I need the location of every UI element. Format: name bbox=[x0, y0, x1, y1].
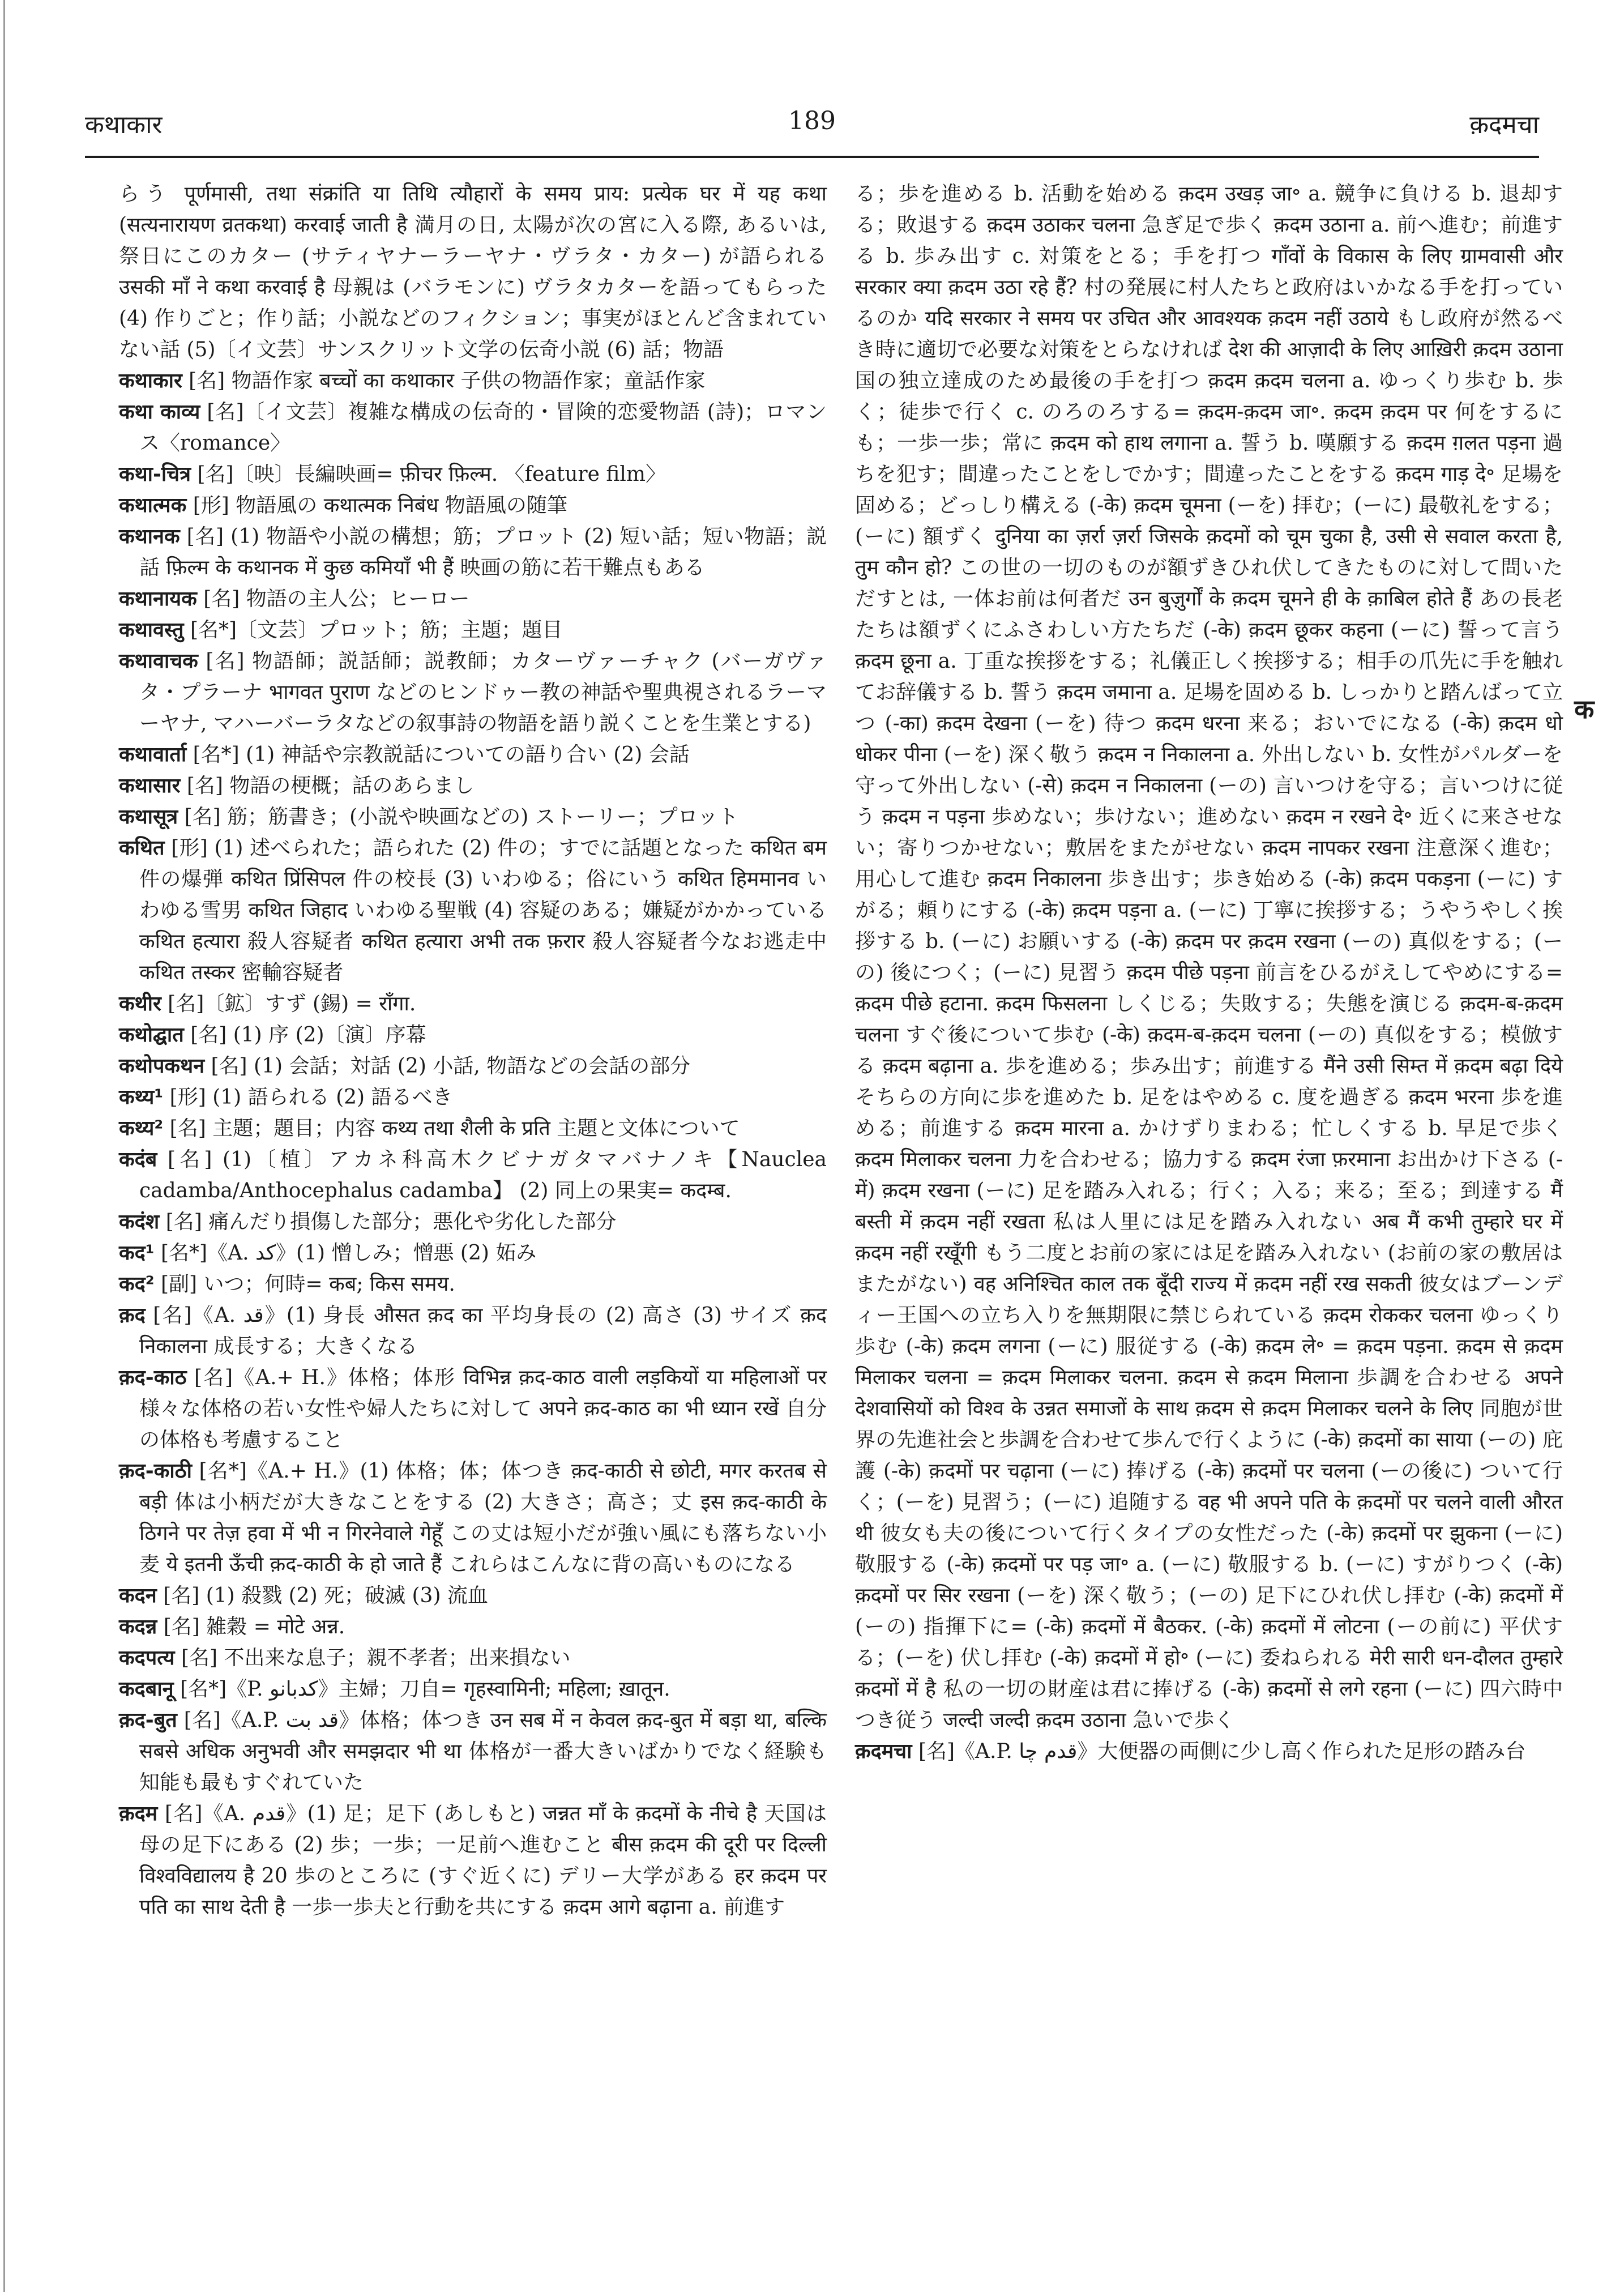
entry-definition: [名] (1) 序 (2)〔演〕序幕 bbox=[190, 1023, 426, 1047]
header-left-guide-word: कथाकार bbox=[85, 110, 163, 139]
dictionary-entry bbox=[119, 1144, 827, 1206]
entry-headword: कथावार्ता bbox=[119, 743, 187, 766]
entry-definition: [名*]《A.+ H.》(1) 体格；体；体つき क़द-काठी से छोटी, मगर करतब से बड़ी 体は小柄だが大きなことをする (2) 大きさ；高さ；丈 इस क़द-काठी के ठिगने पर तेज़ हवा में भी न गिरनेवाले गेहूँ この丈は短小だが強い風にも落ちない小麦 ये इतनी ऊँची क़द-काठी के हो जाते हैं これらはこんなに背の高いものになる bbox=[139, 1459, 827, 1576]
dictionary-entry bbox=[119, 770, 827, 801]
entry-headword: कथोपकथन bbox=[119, 1055, 205, 1078]
dictionary-entry bbox=[119, 1237, 827, 1269]
dictionary-entry bbox=[119, 396, 827, 459]
entry-headword: कथानायक bbox=[119, 587, 197, 611]
entry-headword: कथात्मक bbox=[119, 494, 187, 517]
entry-definition: [形] (1) 語られる (2) 語るべき bbox=[169, 1086, 453, 1109]
entry-definition: [名]《A. قدم》(1) 足；足下 (あしもと) जन्नत माँ के क़दमों के नीचे है 天国は母の足下にある (2) 歩；一歩；一足前へ進むこと बीस क़दम की दूरी पर दिल्ली विश्वविद्यालय है 20 歩のところに (すぐ近くに) デリー大学がある हर क़दम पर पति का साथ देती है 一歩一歩夫と行動を共にする क़दम आगे बढ़ाना a. 前進す bbox=[139, 1802, 827, 1919]
entry-definition: [副] いつ；何時= कब; किस समय. bbox=[161, 1273, 455, 1296]
entry-headword: कद² bbox=[119, 1273, 155, 1296]
page-number: 189 bbox=[788, 106, 836, 135]
dictionary-entry bbox=[855, 1736, 1563, 1767]
dictionary-entry bbox=[119, 521, 827, 583]
entry-headword: कदंश bbox=[119, 1210, 160, 1234]
entry-definition: [名] 雑穀 = मोटे अन्न. bbox=[163, 1615, 345, 1638]
entry-definition: [名] 不出来な息子；親不孝者；出来損ない bbox=[181, 1646, 571, 1670]
dictionary-entry bbox=[119, 801, 827, 833]
dictionary-entry bbox=[119, 739, 827, 770]
dictionary-entry bbox=[119, 178, 827, 365]
entry-definition: [名]《A. قد》(1) 身長 औसत क़द का 平均身長の (2) 高さ (3) サイズ क़द निकालना 成長する；大きくなる bbox=[139, 1304, 827, 1358]
entry-definition: [名] 物語の梗概；話のあらまし bbox=[186, 774, 475, 797]
entry-definition: [名] 筋；筋書き；(小説や映画などの) ストーリー；プロット bbox=[184, 805, 738, 829]
entry-headword: कदन्न bbox=[119, 1615, 157, 1638]
entry-definition: [名]〔鉱〕すず (錫) = राँगा. bbox=[168, 992, 416, 1015]
entry-definition: [名*]〔文芸〕プロット；筋；主題；題目 bbox=[190, 618, 563, 642]
thumb-index-letter: क bbox=[1574, 694, 1595, 724]
entry-definition: [名]《A.P. قدم چا》大便器の両側に少し高く作られた足形の踏み台 bbox=[918, 1740, 1526, 1763]
entry-headword: कद¹ bbox=[119, 1241, 155, 1265]
page-header bbox=[85, 106, 1539, 146]
entry-headword: कथोद्घात bbox=[119, 1023, 184, 1047]
left-column bbox=[119, 178, 827, 1923]
entry-headword: कदपत्य bbox=[119, 1646, 175, 1670]
entry-headword: कथावस्तु bbox=[119, 618, 184, 642]
entry-definition: [名*]《A. کد》(1) 憎しみ；憎悪 (2) 妬み bbox=[161, 1241, 537, 1265]
dictionary-entry bbox=[119, 1300, 827, 1362]
entry-definition: [名*] (1) 神話や宗教説話についての語り合い (2) 会話 bbox=[193, 743, 690, 766]
page-edge-line bbox=[3, 0, 5, 2292]
dictionary-entry bbox=[119, 1674, 827, 1705]
entry-headword: कथा-चित्र bbox=[119, 463, 191, 486]
dictionary-entry bbox=[119, 490, 827, 521]
entry-definition: [名] (1) 物語や小説の構想；筋；プロット (2) 短い話；短い物語；説話 फ़िल्म के कथानक में कुछ कमियाँ भी हैं 映画の筋に若干難点もある bbox=[139, 525, 827, 579]
entry-definition: [名] 物語作家 बच्चों का कथाकार 子供の物語作家；童話作家 bbox=[189, 369, 706, 392]
entry-headword: क़दमचा bbox=[855, 1740, 912, 1763]
entry-definition: る；歩を進める b. 活動を始める क़दम उखड़ जा॰ a. 競争に負ける b. 退却する；敗退する क़दम उठाकर चलना 急ぎ足で歩く क़दम उठाना a. 前へ進む；前進する b. 歩み出す c. 対策をとる；手を打つ गाँवों के विकास के लिए ग्रामवासी और सरकार क्या क़दम उठा रहे हैं? 村の発展に村人たちと政府はいかなる手を打っているのか यदि सरकार ने समय पर उचित और आवश्यक क़दम नहीं उठाये もし政府が然るべき時に適切で必要な対策をとらなければ देश की आज़ादी के लिए आख़िरी क़दम उठाना 国の独立達成のため最後の手を打つ क़दम क़दम चलना a. ゆっくり歩む b. 歩く；徒歩で行く c. のろのろする= क़दम-क़दम जा॰. क़दम क़दम पर 何をするにも；一歩一歩；常に क़दम को हाथ लगाना a. 誓う b. 嘆願する क़दम ग़लत पड़ना 過ちを犯す；間違ったことをしでかす；間違ったことをする क़दम गाड़ दे॰ 足場を固める；どっしり構える (-के) क़दम चूमना (ーを) 拝む；(ーに) 最敬礼をする；(ーに) 額ずく दुनिया का ज़र्रा ज़र्रा जिसके क़दमों को चूम चुका है, उसी से सवाल करता है, तुम कौन हो? この世の一切のものが額ずきひれ伏してきたものに対して問いただすとは, 一体お前は何者だ उन बुज़ुर्गों के क़दम चूमने ही के क़ाबिल होते हैं あの長老たちは額ずくにふさわしい方たちだ (-के) क़दम छूकर कहना (ーに) 誓って言う क़दम छूना a. 丁重な挨拶をする；礼儀正しく挨拶する；相手の爪先に手を触れてお辞儀する b. 誓う क़दम जमाना a. 足場を固める b. しっかりと踏んばって立つ (-का) क़दम देखना (ーを) 待つ क़दम धरना 来る；おいでになる (-के) क़दम धो धोकर पीना (ーを) 深く敬う क़दम न निकालना a. 外出しない b. 女性がパルダーを守って外出しない (-से) क़दम न निकालना (ーの) 言いつけを守る；言いつけに従う क़दम न पड़ना 歩めない；歩けない；進めない क़दम न रखने दे॰ 近くに来させない；寄りつかせない；敷居をまたがせない क़दम नापकर रखना 注意深く進む；用心して進む क़दम निकालना 歩き出す；歩き始める (-के) क़दम पकड़ना (ーに) すがる；頼りにする (-के) क़दम पड़ना a. (ーに) 丁寧に挨拶する；うやうやしく挨拶する b. (ーに) お願いする (-के) क़दम पर क़दम रखना (ーの) 真似をする；(ーの) 後につく；(ーに) 見習う क़दम पीछे पड़ना 前言をひるがえしてやめにする= क़दम पीछे हटाना. क़दम फिसलना しくじる；失敗する；失態を演じる क़दम-ब-क़दम चलना すぐ後について歩む (-के) क़दम-ब-क़दम चलना (ーの) 真似をする；模倣する क़दम बढ़ाना a. 歩を進める；歩み出す；前進する मैंने उसी सिम्त में क़दम बढ़ा दिये そちらの方向に歩を進めた b. 足をはやめる c. 度を過ぎる क़दम भरना 歩を進める；前進する क़दम मारना a. かけずりまわる；忙しくする b. 早足で歩く क़दम मिलाकर चलना 力を合わせる；協力する क़दम रंजा फ़रमाना お出かけ下さる (- में) क़दम रखना (ーに) 足を踏み入れる；行く；入る；来る；至る；到達する मैं बस्ती में क़दम नहीं रखता 私は人里には足を踏み入れない अब मैं कभी तुम्हारे घर में क़दम नहीं रखूँगी もう二度とお前の家には足を踏み入れない (お前の家の敷居はまたがない) वह अनिश्चित काल तक बूँदी राज्य में क़दम नहीं रख सकती 彼女はブーンディー王国への立ち入りを無期限に禁じられている क़दम रोककर चलना ゆっくり歩む (-के) क़दम लगना (ーに) 服従する (-के) क़दम ले॰ = क़दम पड़ना. क़दम से क़दम मिलाकर चलना = क़दम मिलाकर चलना. क़दम से क़दम मिलाना 歩調を合わせる अपने देशवासियों को विश्व के उन्नत समाजों के साथ क़दम से क़दम मिलाकर चलने के लिए 同胞が世界の先進社会と歩調を合わせて歩んで行くように (-के) क़दमों का साया (ーの) 庇護 (-के) क़दमों पर चढ़ाना (ーに) 捧げる (-के) क़दमों पर चलना (ーの後に) ついて行く；(ーを) 見習う；(ーに) 追随する वह भी अपने पति के क़दमों पर चलने वाली औरत थी 彼女も夫の後について行くタイプの女性だった (-के) क़दमों पर झुकना (ーに) 敬服する (-के) क़दमों पर पड़ जा॰ a. (ーに) 敬服する b. (ーに) すがりつく (-के) क़दमों पर सिर रखना (ーを) 深く敬う；(ーの) 足下にひれ伏し拝む (-के) क़दमों में (ーの) 指揮下に= (-के) क़दमों में बैठकर. (-के) क़दमों में लोटना (ーの前に) 平伏する；(ーを) 伏し拝む (-के) क़दमों में हो॰ (ーに) 委ねられる मेरी सारी धन-दौलत तुम्हारे क़दमों में है 私の一切の財産は君に捧げる (-के) क़दमों से लगे रहना (ーに) 四六時中つき従う जल्दी जल्दी क़दम उठाना 急いで歩く bbox=[855, 182, 1563, 1732]
entry-definition: らう पूर्णमासी, तथा संक्रांति या तिथि त्यौहारों के समय प्राय: प्रत्येक घर में यह कथा (सत्यनारायण व्रतकथा) करवाई जाती है 満月の日, 太陽が次の宮に入る際, あるいは, 祭日にこのカター (サティヤナーラーヤナ・ヴラタ・カター) が語られる उसकी माँ ने कथा करवाई है 母親は (バラモンに) ヴラタカターを語ってもらった (4) 作りごと；作り話；小説などのフィクション；事実がほとんど含まれていない話 (5)〔イ文芸〕サンスクリット文学の伝奇小説 (6) 話；物語 bbox=[119, 182, 827, 361]
entry-definition: [名] (1) 会話；対話 (2) 小話, 物語などの会話の部分 bbox=[211, 1055, 691, 1078]
entry-definition: [名]〔イ文芸〕複雑な構成の伝奇的・冒険的恋愛物語 (詩)；ロマンス〈romance〉 bbox=[139, 400, 827, 455]
dictionary-entry bbox=[119, 1642, 827, 1674]
dictionary-entry bbox=[119, 1456, 827, 1580]
dictionary-entry bbox=[855, 178, 1563, 1736]
dictionary-entry bbox=[119, 1113, 827, 1144]
entry-headword: कथाकार bbox=[119, 369, 182, 392]
entry-definition: [名]《A.P. قد بت》体格；体つき उन सब में न केवल क़द-बुत में बड़ा था, बल्कि सबसे अधिक अनुभवी और समझदार भी था 体格が一番大きいばかりでなく経験も知能も最もすぐれていた bbox=[139, 1709, 827, 1794]
dictionary-entry bbox=[119, 583, 827, 614]
entry-headword: कथा काव्य bbox=[119, 400, 200, 424]
entry-definition: [名*]《P. کدبانو》主婦；刀自= गृहस्वामिनी; महिला; ख़ातून. bbox=[180, 1678, 670, 1701]
entry-headword: कथानक bbox=[119, 525, 180, 548]
dictionary-entry bbox=[119, 1206, 827, 1237]
dictionary-entry bbox=[119, 1019, 827, 1051]
entry-definition: [名] (1)〔植〕アカネ科高木クビナガタマバナノキ【Nauclea cadamba/Anthocephalus cadamba】 (2) 同上の果実= कदम्ब. bbox=[139, 1148, 827, 1202]
entry-definition: [名] 主題；題目；内容 कथ्य तथा शैली के प्रति 主題と文体について bbox=[169, 1117, 740, 1140]
dictionary-entry bbox=[119, 365, 827, 396]
dictionary-entry bbox=[119, 1269, 827, 1300]
entry-definition: [名] 痛んだり損傷した部分；悪化や劣化した部分 bbox=[165, 1210, 617, 1234]
entry-definition: [形] 物語風の कथात्मक निबंध 物語風の随筆 bbox=[193, 494, 567, 517]
dictionary-entry bbox=[119, 1051, 827, 1082]
dictionary-entry bbox=[119, 1798, 827, 1923]
dictionary-entry bbox=[119, 1082, 827, 1113]
dictionary-entry bbox=[119, 646, 827, 739]
header-right-guide-word: क़दमचा bbox=[1469, 110, 1539, 139]
entry-headword: कथ्य² bbox=[119, 1117, 164, 1140]
entry-headword: कथासूत्र bbox=[119, 805, 178, 829]
entry-headword: क़द bbox=[119, 1304, 146, 1327]
entry-headword: कथीर bbox=[119, 992, 161, 1015]
entry-headword: कथ्य¹ bbox=[119, 1086, 164, 1109]
entry-headword: कदबानू bbox=[119, 1678, 174, 1701]
entry-definition: [名] (1) 殺戮 (2) 死；破滅 (3) 流血 bbox=[163, 1584, 488, 1607]
dictionary-entry bbox=[119, 1362, 827, 1456]
entry-definition: [形] (1) 述べられた；語られた (2) 件の；すでに話題となった कथित बम 件の爆弾 कथित प्रिंसिपल 件の校長 (3) いわゆる；俗にいう कथित हिममानव いわゆる雪男 कथित जिहाद いわゆる聖戦 (4) 容疑のある；嫌疑がかかっている कथित हत्यारा 殺人容疑者 कथित हत्यारा अभी तक फ़रार 殺人容疑者今なお逃走中 कथित तस्कर 密輸容疑者 bbox=[139, 836, 827, 984]
entry-headword: क़द-काठ bbox=[119, 1366, 187, 1389]
dictionary-entry bbox=[119, 988, 827, 1019]
entry-definition: [名]《A.+ H.》体格；体形 विभिन्न क़द-काठ वाली लड़कियों या महिलाओं पर 様々な体格の若い女性や婦人たちに対して अपने क़द-काठ का भी ध्यान रखें 自分の体格も考慮すること bbox=[139, 1366, 827, 1452]
entry-definition: [名] 物語の主人公；ヒーロー bbox=[203, 587, 470, 611]
dictionary-entry bbox=[119, 1580, 827, 1611]
entry-headword: कथावाचक bbox=[119, 650, 198, 673]
entry-headword: कथित bbox=[119, 836, 165, 860]
entry-definition: [名]〔映〕長編映画= फ़ीचर फ़िल्म. 〈feature film〉 bbox=[197, 463, 666, 486]
entry-headword: क़दम bbox=[119, 1802, 158, 1825]
entry-headword: कथासार bbox=[119, 774, 181, 797]
right-column bbox=[855, 178, 1563, 1767]
header-rule bbox=[85, 156, 1539, 158]
entry-headword: क़द-बुत bbox=[119, 1709, 177, 1732]
entry-headword: क़द-काठी bbox=[119, 1459, 192, 1483]
dictionary-entry bbox=[119, 614, 827, 646]
entry-headword: कदन bbox=[119, 1584, 157, 1607]
entry-headword: कदंब bbox=[119, 1148, 157, 1171]
dictionary-entry bbox=[119, 833, 827, 988]
dictionary-entry bbox=[119, 1705, 827, 1798]
entry-definition: [名] 物語師；説話師；説教師；カターヴァーチャク (バーガヴァタ・プラーナ भागवत पुराण などのヒンドゥー教の神話や聖典視されるラーマーヤナ, マハーバーラタなどの叙事詩の物語を語り説くことを生業とする) bbox=[139, 650, 827, 735]
dictionary-entry bbox=[119, 1611, 827, 1642]
dictionary-entry bbox=[119, 459, 827, 490]
